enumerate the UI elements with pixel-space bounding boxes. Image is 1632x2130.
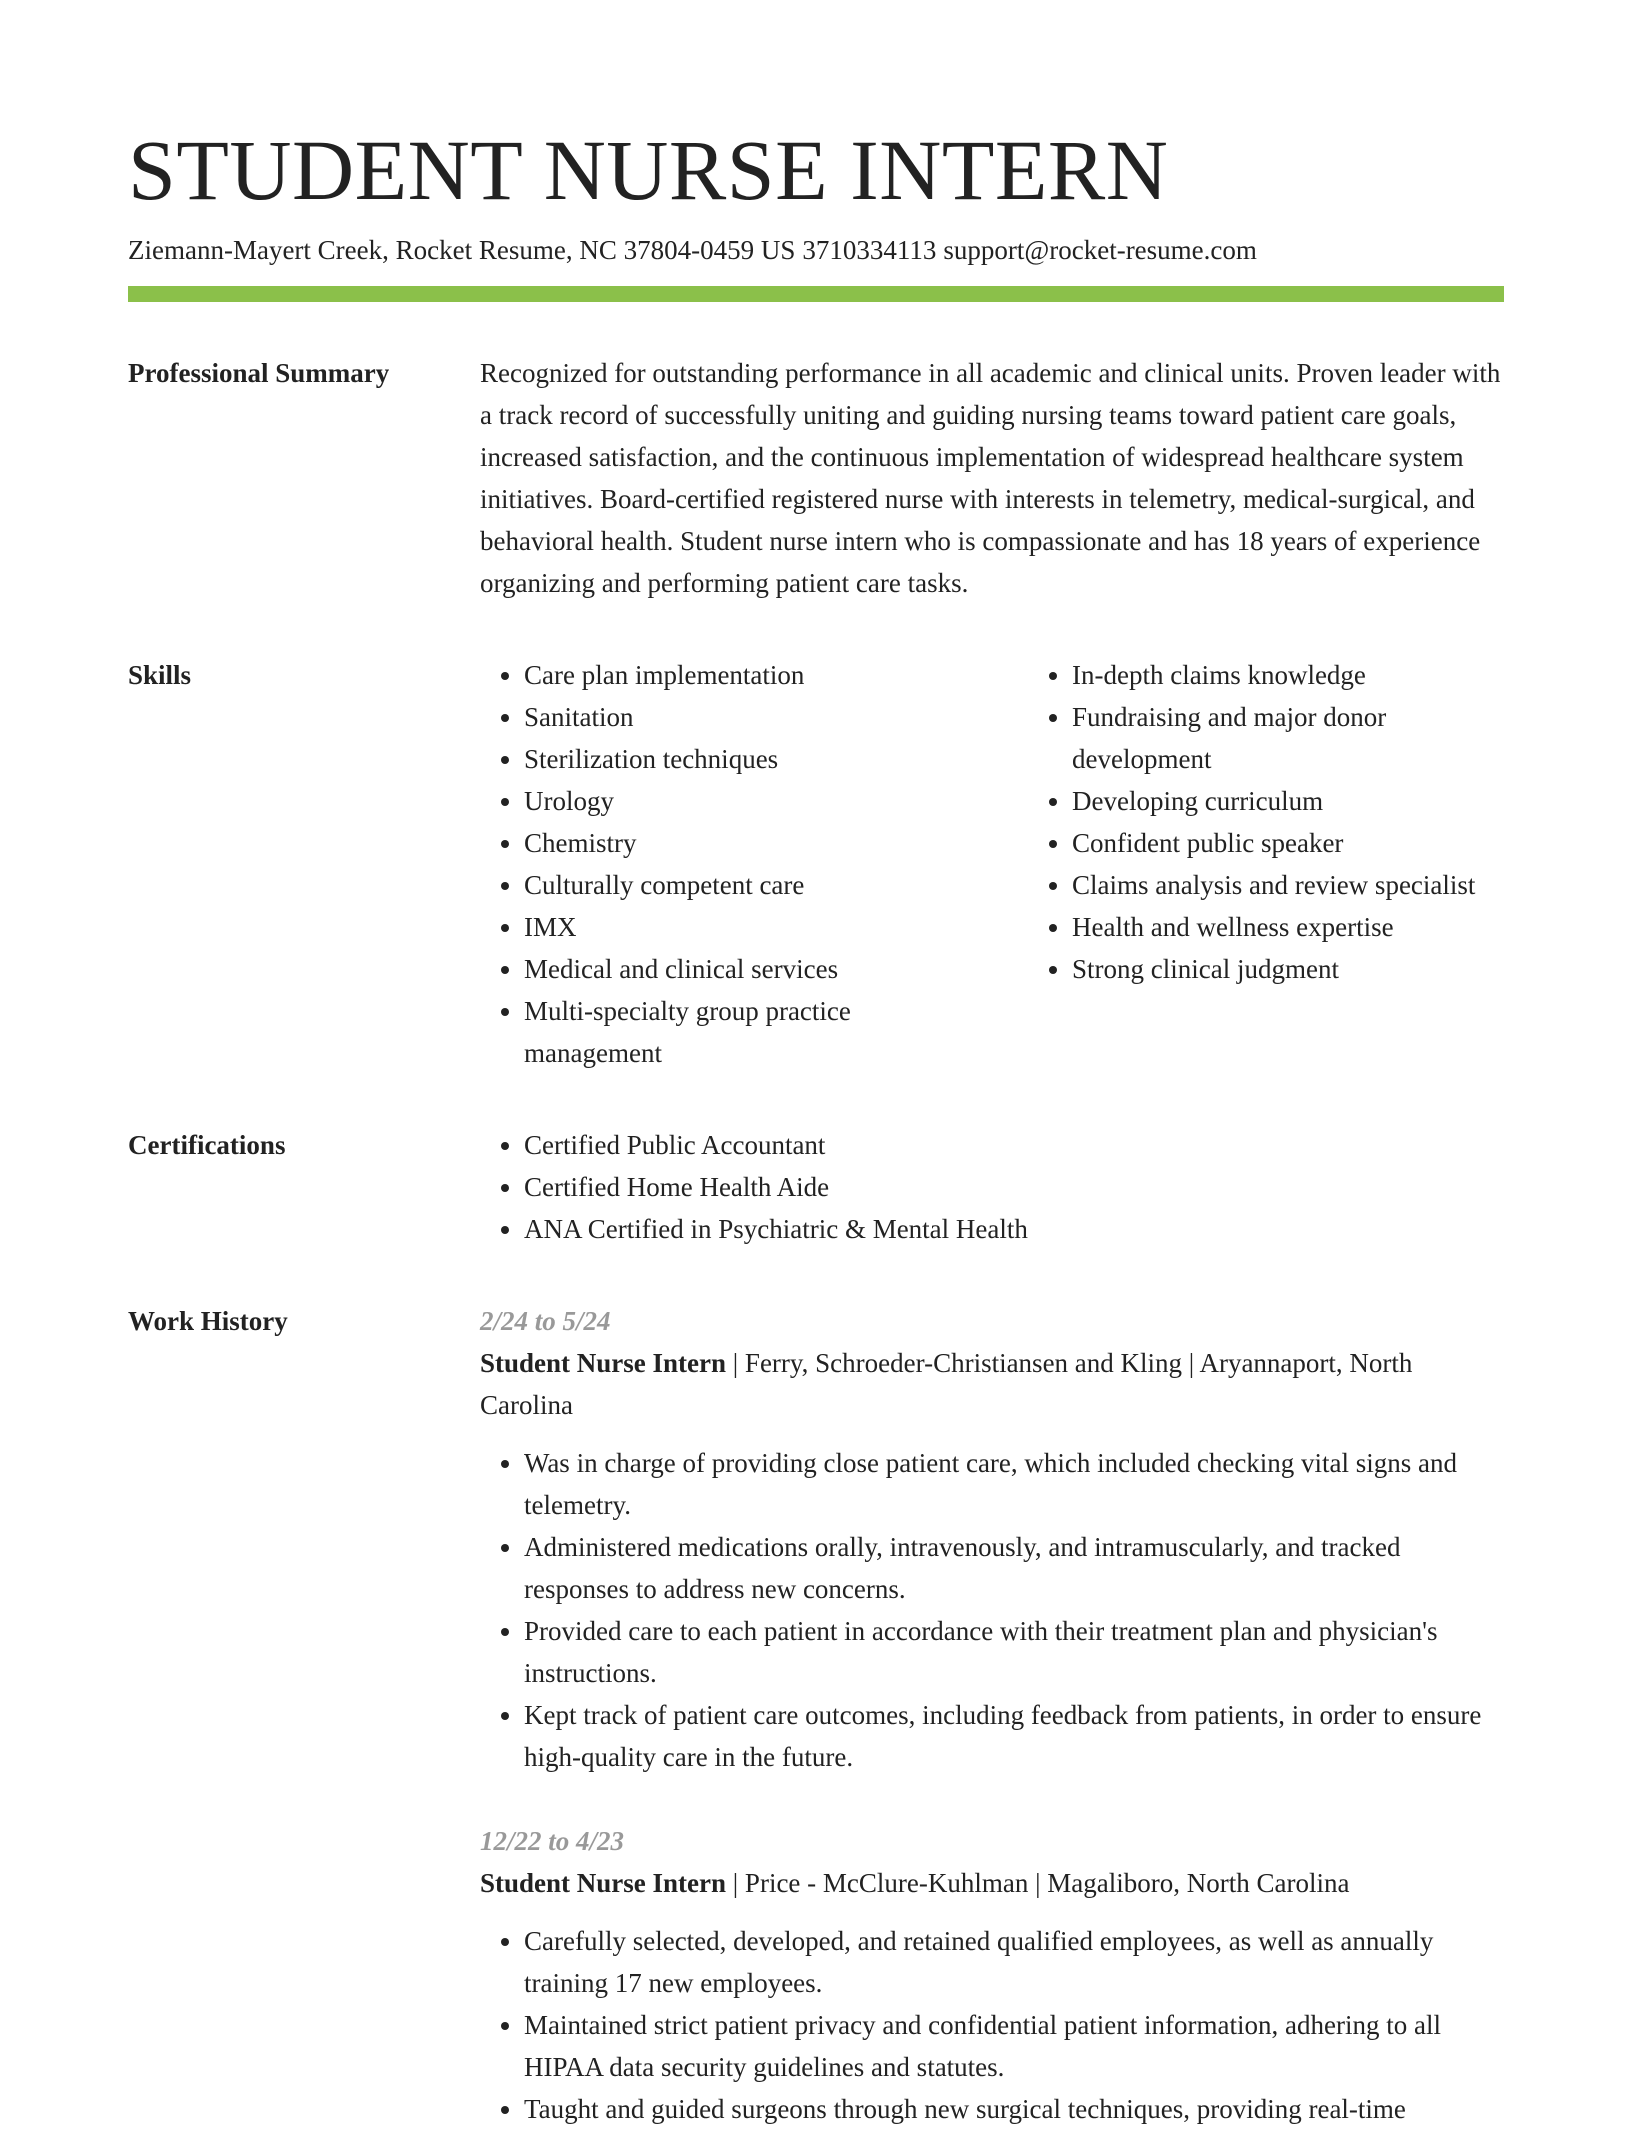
list-item: • Chemistry	[524, 822, 984, 864]
list-item: • Urology	[524, 780, 984, 822]
work-history-heading: Work History	[128, 1306, 288, 1336]
certifications-list	[480, 1124, 1504, 1250]
list-item: • Administered medications orally, intravenously, and intramuscularly, and tracked responses to address new concerns.	[524, 1526, 1504, 1610]
summary-heading: Professional Summary	[128, 358, 390, 388]
work-history-section	[128, 1300, 1504, 2130]
resume-page	[128, 120, 1504, 2130]
header-divider	[128, 286, 1504, 302]
job-bullets	[480, 1920, 1504, 2130]
certifications-section	[128, 1124, 1504, 1250]
list-item: • ANA Certified in Psychiatric & Mental Health	[524, 1208, 1504, 1250]
skills-list-right	[1028, 654, 1532, 1074]
list-item: • Provided care to each patient in accordance with their treatment plan and physician's instructions.	[524, 1610, 1504, 1694]
certifications-heading: Certifications	[128, 1130, 286, 1160]
contact-line	[128, 232, 1504, 268]
list-item: • Strong clinical judgment	[1072, 948, 1532, 990]
list-item: • Carefully selected, developed, and retained qualified employees, as well as annually training 17 new employees.	[524, 1920, 1504, 2004]
list-item: • In-depth claims knowledge	[1072, 654, 1532, 696]
job-title: Student Nurse Intern	[480, 1348, 727, 1378]
list-item: • Was in charge of providing close patient care, which included checking vital signs and telemetry.	[524, 1442, 1504, 1526]
candidate-name: STUDENT NURSE INTERN	[128, 122, 1169, 218]
list-item: • Certified Home Health Aide	[524, 1166, 1504, 1208]
job-title: Student Nurse Intern	[480, 1868, 727, 1898]
list-item: • Sterilization techniques	[524, 738, 984, 780]
list-item: • Developing curriculum	[1072, 780, 1532, 822]
job-dates: 2/24 to 5/24	[480, 1306, 611, 1336]
contact-email: support@rocket-resume.com	[943, 235, 1257, 265]
list-item: • Certified Public Accountant	[524, 1124, 1504, 1166]
job-dates: 12/22 to 4/23	[480, 1826, 625, 1856]
job-heading	[480, 1862, 1504, 1904]
skills-section	[128, 654, 1504, 1074]
skills-list-left	[480, 654, 984, 1074]
job-entry	[480, 1300, 1504, 1778]
list-item: • Claims analysis and review specialist	[1072, 864, 1532, 906]
list-item: • Confident public speaker	[1072, 822, 1532, 864]
list-item: • Care plan implementation	[524, 654, 984, 696]
summary-section	[128, 352, 1504, 604]
job-details: | Ferry, Schroeder-Christiansen and Kling | Aryannaport, North Carolina	[480, 1348, 1413, 1420]
job-heading	[480, 1342, 1504, 1426]
list-item: • Health and wellness expertise	[1072, 906, 1532, 948]
list-item: • IMX	[524, 906, 984, 948]
contact-phone: 3710334113	[802, 235, 937, 265]
job-entry	[480, 1820, 1504, 2130]
list-item: • Maintained strict patient privacy and confidential patient information, adhering to all HIPAA data security guidelines and statutes.	[524, 2004, 1504, 2088]
list-item: • Multi-specialty group practice management	[524, 990, 984, 1074]
list-item: • Fundraising and major donor development	[1072, 696, 1532, 780]
list-item: • Culturally competent care	[524, 864, 984, 906]
list-item: • Taught and guided surgeons through new surgical techniques, providing real-time	[524, 2088, 1504, 2130]
job-bullets	[480, 1442, 1504, 1778]
skills-heading: Skills	[128, 660, 192, 690]
list-item: • Kept track of patient care outcomes, including feedback from patients, in order to ensure high-quality care in the future.	[524, 1694, 1504, 1778]
summary-text: Recognized for outstanding performance in all academic and clinical units. Proven leader with a track record of successfully uniting and guiding nursing teams toward patient care goals, increased satisfaction, and the continuous implementation of widespread healthcare system initiatives. Board-certified registered nurse with interests in telemetry, medical-surgical, and behavioral health. Student nurse intern who is compassionate and has 18 years of experience organizing and performing patient care tasks.	[480, 358, 1501, 598]
list-item: • Medical and clinical services	[524, 948, 984, 990]
job-details: | Price - McClure-Kuhlman | Magaliboro, North Carolina	[726, 1868, 1350, 1898]
list-item: • Sanitation	[524, 696, 984, 738]
contact-address: Ziemann-Mayert Creek, Rocket Resume, NC 37804-0459 US	[128, 235, 796, 265]
